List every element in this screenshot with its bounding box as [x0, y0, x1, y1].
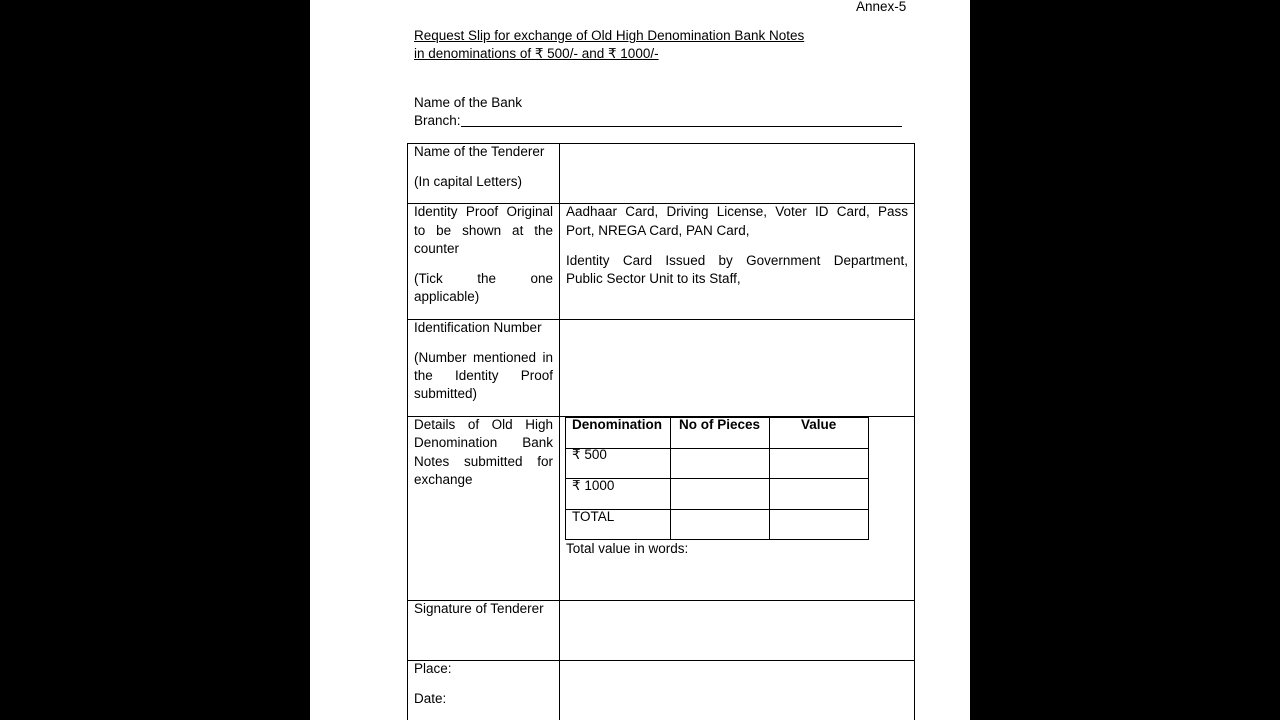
identity-label-line-1: Identity Proof Original [414, 204, 553, 219]
branch-input-line[interactable] [461, 126, 902, 127]
idnum-note-line-2: the Identity Proof [414, 368, 553, 383]
value-total-field[interactable] [770, 510, 868, 539]
identity-label-line-2: to be shown at the [414, 223, 553, 238]
value-500-field[interactable] [770, 449, 868, 478]
details-line-3: Notes submitted for [414, 454, 553, 469]
idnum-field[interactable] [560, 320, 914, 416]
place-label: Place: [414, 661, 452, 676]
details-line-1: Details of Old High [414, 417, 553, 432]
tenderer-label: Name of the Tenderer [414, 144, 545, 159]
tenderer-name-field[interactable] [560, 144, 914, 203]
pieces-total-field[interactable] [671, 510, 769, 539]
notes-row-500-denomination: ₹ 500 [572, 447, 607, 462]
details-line-2: Denomination Bank [414, 435, 553, 450]
notes-header-denomination: Denomination [572, 417, 662, 432]
signature-label: Signature of Tenderer [414, 601, 544, 616]
branch-label-line-1: Name of the Bank [414, 95, 523, 110]
notes-row-1000-denomination: ₹ 1000 [572, 478, 615, 493]
value-1000-field[interactable] [770, 479, 868, 509]
pieces-500-field[interactable] [671, 449, 769, 478]
tenderer-note: (In capital Letters) [414, 174, 523, 189]
annex-label: Annex-5 [856, 0, 907, 14]
document-page [310, 0, 970, 720]
identity-options-line-2[interactable]: Port, NREGA Card, PAN Card, [566, 223, 750, 238]
details-line-4: exchange [414, 472, 473, 487]
identity-label-line-3: counter [414, 241, 460, 256]
notes-header-value: Value [801, 417, 837, 432]
identity-note-line-1: (Tick the one [414, 271, 553, 286]
notes-row-total-label: TOTAL [572, 509, 615, 524]
branch-label-line-2: Branch: [414, 113, 461, 128]
identity-options2-line-1[interactable]: Identity Card Issued by Government Department, [566, 253, 908, 268]
identity-options-line-1[interactable]: Aadhaar Card, Driving License, Voter ID Card, Pass [566, 204, 908, 219]
date-label: Date: [414, 691, 447, 706]
notes-header-pieces: No of Pieces [679, 417, 761, 432]
idnum-note-line-3: submitted) [414, 386, 478, 401]
place-date-field[interactable] [560, 661, 914, 720]
title-line-2: in denominations of ₹ 500/- and ₹ 1000/- [414, 46, 659, 61]
pieces-1000-field[interactable] [671, 479, 769, 509]
idnum-note-line-1: (Number mentioned in [414, 350, 553, 365]
identity-note-line-2: applicable) [414, 289, 480, 304]
idnum-label: Identification Number [414, 320, 542, 335]
total-words-label: Total value in words: [566, 541, 689, 556]
signature-field[interactable] [560, 601, 914, 660]
identity-options2-line-2[interactable]: Public Sector Unit to its Staff, [566, 271, 741, 286]
title-line-1: Request Slip for exchange of Old High Denomination Bank Notes [414, 28, 805, 43]
